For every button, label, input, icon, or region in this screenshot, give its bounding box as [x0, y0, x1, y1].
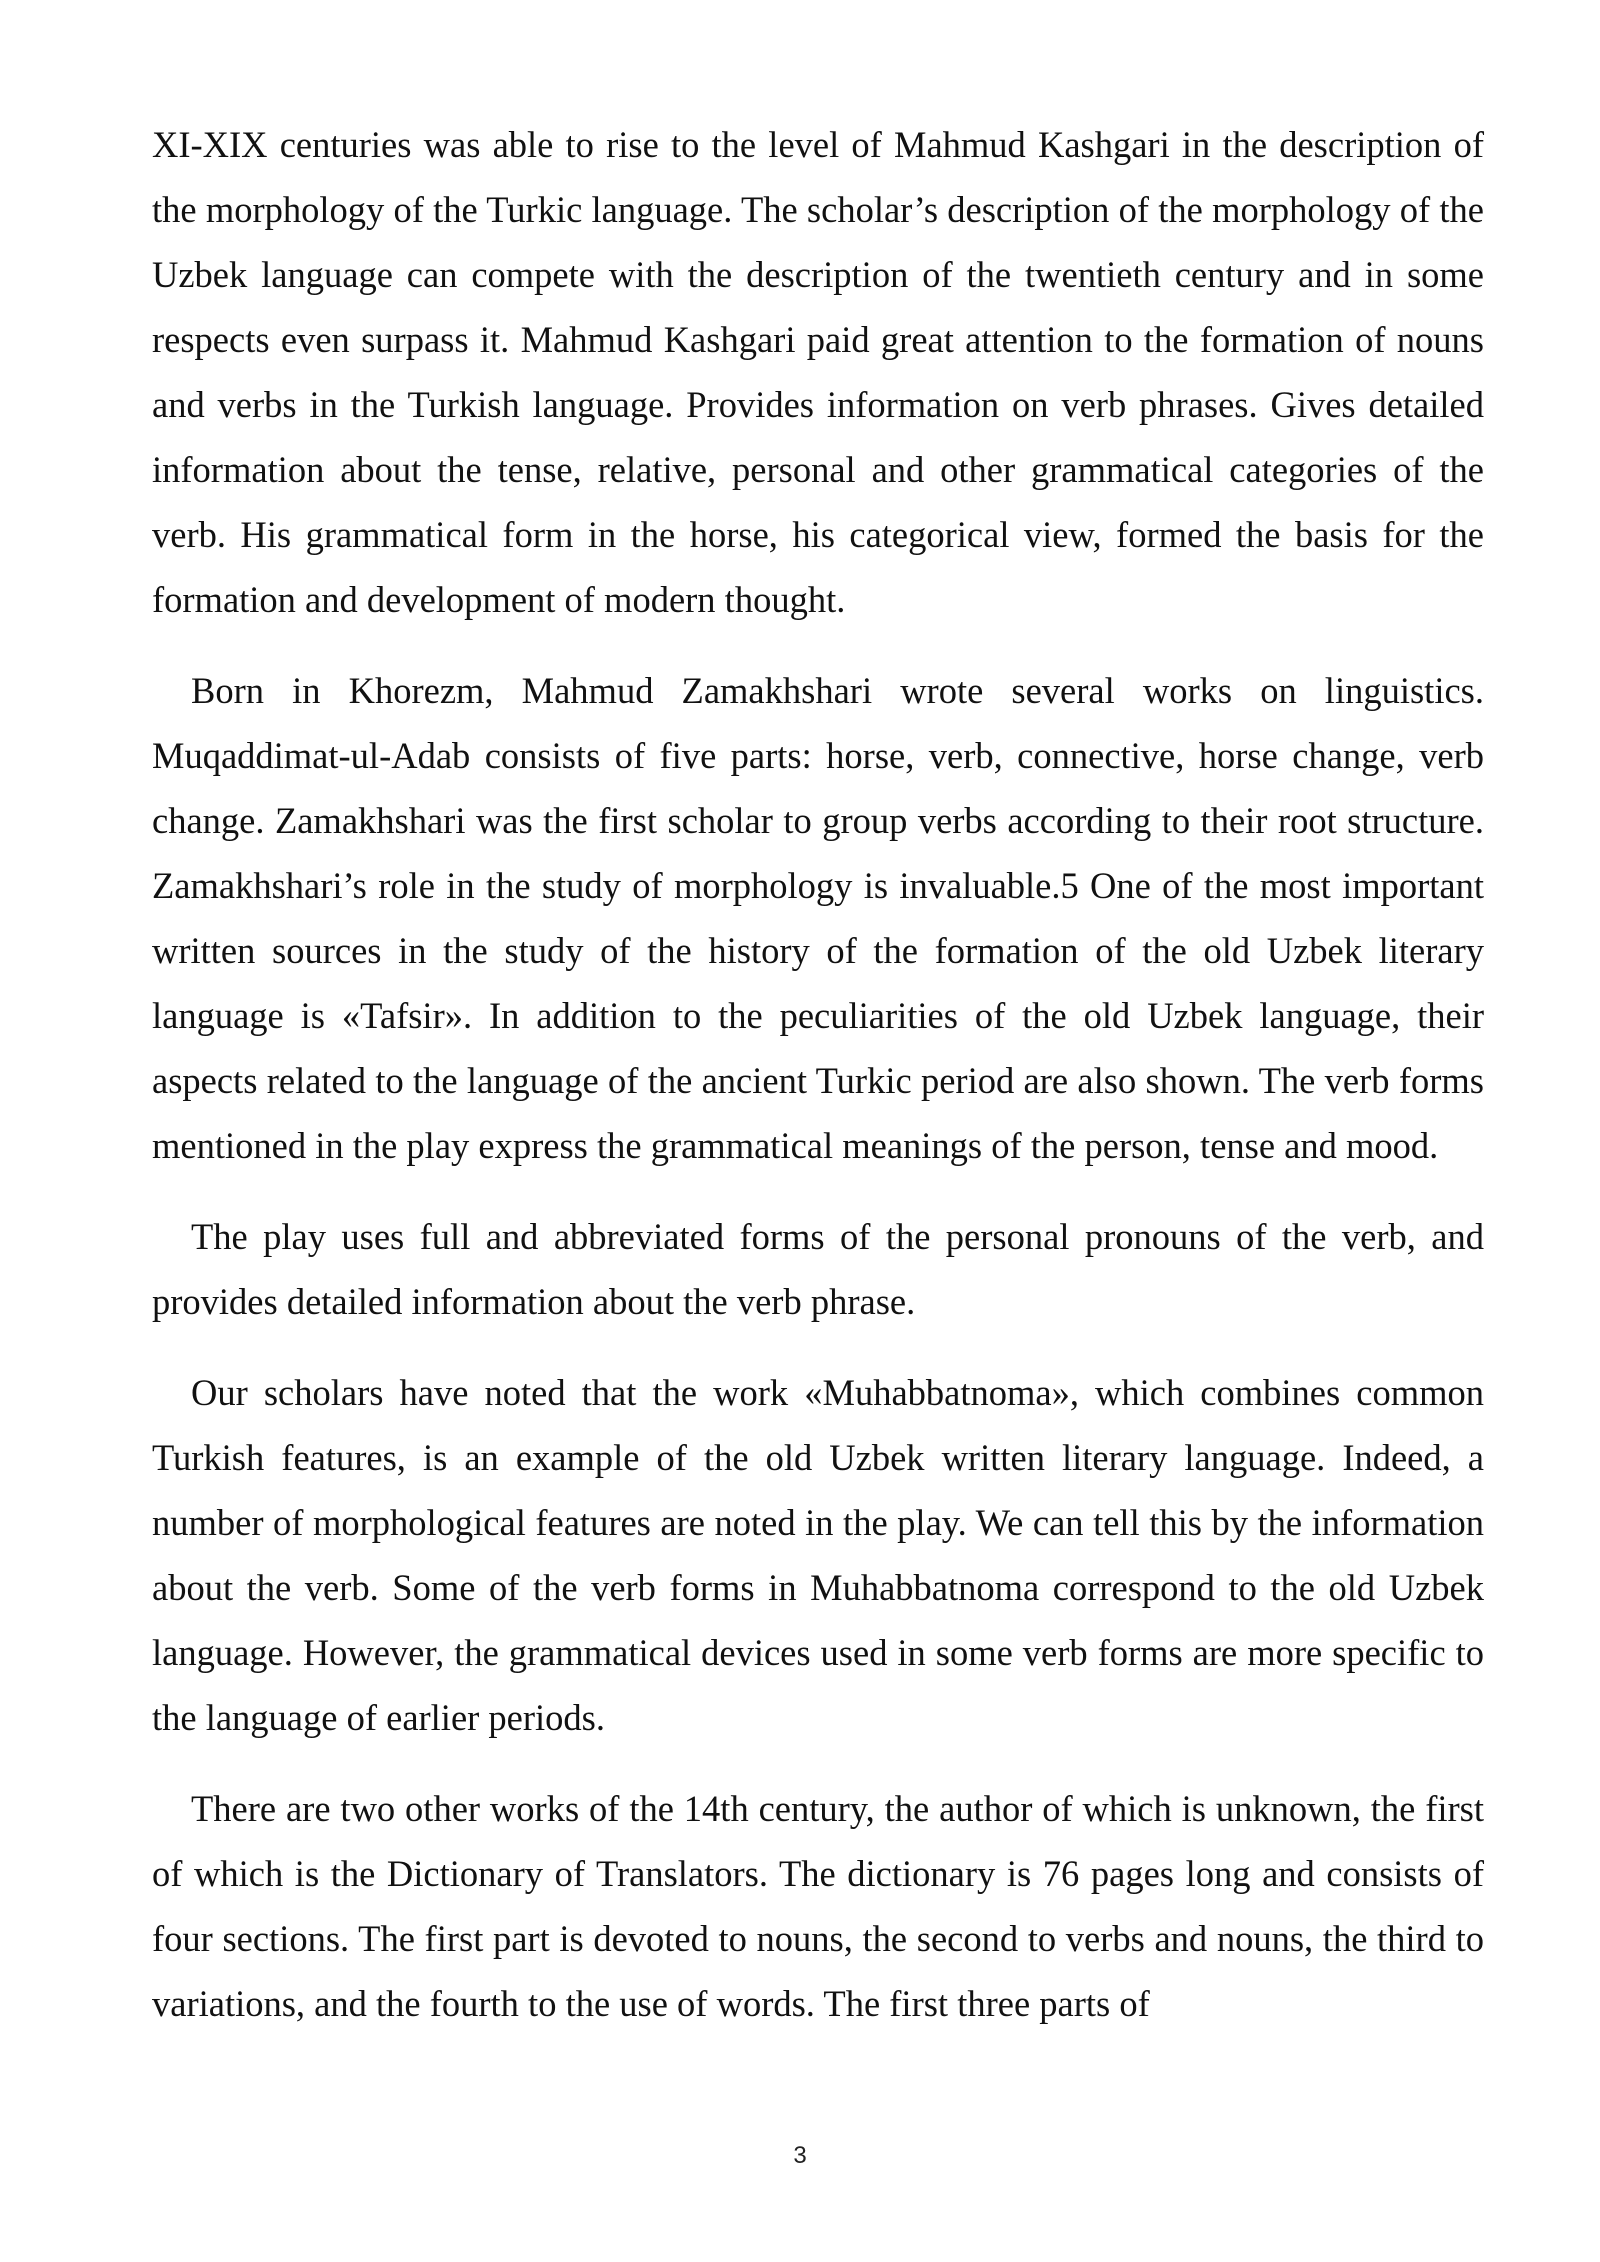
paragraph-dictionary-of-translators: There are two other works of the 14th century, the author of which is unknown, the first of which is the Dictionary of Translators. The dictionary is 76 pages long and consists of four sections. The first part is devoted to nouns, the second to verbs and nouns, the third to variations, and the fourth to the use of words. The first three parts of	[152, 1788, 1484, 2024]
paragraph-muhabbatnoma: Our scholars have noted that the work «Muhabbatnoma», which combines common Turkish features, is an example of the old Uzbek written literary language. Indeed, a number of morphological features are noted in the play. We can tell this by the information about the verb. Some of the verb forms in Muhabbatnoma correspond to the old Uzbek language. However, the grammatical devices used in some verb forms are more specific to the language of earlier periods.	[152, 1372, 1484, 1738]
paragraph-zamakhshari: Born in Khorezm, Mahmud Zamakhshari wrote several works on linguistics. Muqaddimat-ul-Adab consists of five parts: horse, verb, connective, horse change, verb change. Zamakhshari was the first scholar to group verbs according to their root structure. Zamakhshari’s role in the study of morphology is invaluable.5 One of the most important written sources in the study of the history of the formation of the old Uzbek literary language is «Tafsir». In addition to the peculiarities of the old Uzbek language, their aspects related to the language of the ancient Turkic period are also shown. The verb forms mentioned in the play express the grammatical meanings of the person, tense and mood.	[152, 670, 1484, 1166]
body-text	[152, 112, 1484, 2062]
paragraph-personal-pronouns: The play uses full and abbreviated forms of the personal pronouns of the verb, and provides detailed information about the verb phrase.	[152, 1216, 1484, 1322]
paragraph-kashgari-morphology: XI-XIX centuries was able to rise to the level of Mahmud Kashgari in the description of the morphology of the Turkic language. The scholar’s description of the morphology of the Uzbek language can compete with the description of the twentieth century and in some respects even surpass it. Mahmud Kashgari paid great attention to the formation of nouns and verbs in the Turkish language. Provides information on verb phrases. Gives detailed information about the tense, relative, personal and other grammatical categories of the verb. His grammatical form in the horse, his categorical view, formed the basis for the formation and development of modern thought.	[152, 124, 1484, 620]
page-number: 3	[793, 2142, 807, 2169]
